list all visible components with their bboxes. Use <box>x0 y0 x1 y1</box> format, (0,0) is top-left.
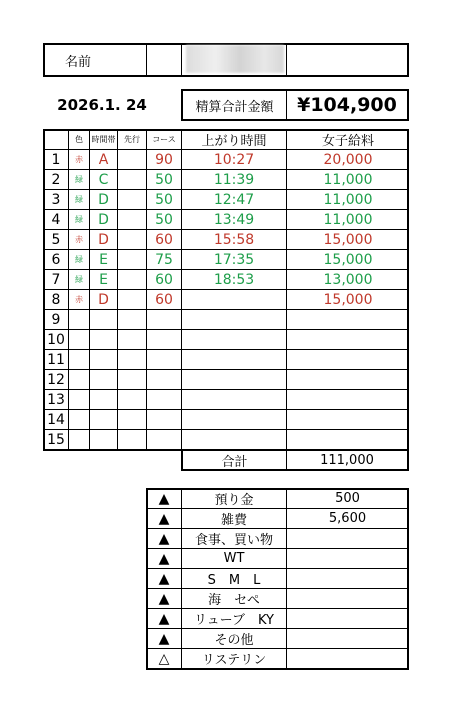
deduction-mark: ▲ <box>158 590 170 607</box>
time-type-cell <box>90 330 117 349</box>
time-type-cell <box>90 350 117 369</box>
course-cell <box>147 430 181 449</box>
course-cell: 60 <box>155 231 173 248</box>
course-cell <box>147 370 181 389</box>
pay-cell <box>287 370 409 389</box>
time-type-cell: E <box>99 251 108 268</box>
color-cell <box>69 430 89 449</box>
deduction-value <box>287 529 408 548</box>
time-type-cell: E <box>99 271 108 288</box>
advance-cell <box>118 290 146 309</box>
color-cell: 緑 <box>75 195 83 204</box>
total-label: 精算合計金額 <box>195 99 274 115</box>
row-number: 9 <box>51 311 61 328</box>
course-cell: 50 <box>155 171 173 188</box>
row-number: 12 <box>47 371 65 388</box>
deduction-label: 食事、買い物 <box>194 533 273 548</box>
finish-time-cell <box>182 350 286 369</box>
deduction-value: 5,600 <box>328 511 367 526</box>
finish-time-cell <box>182 430 286 449</box>
color-cell: 緑 <box>75 215 83 224</box>
time-type-cell: D <box>98 191 109 208</box>
deduction-label: 雑費 <box>220 513 247 528</box>
course-cell: 60 <box>155 291 173 308</box>
deduction-label: リステリン <box>201 653 267 668</box>
finish-time-cell: 15:58 <box>213 231 255 248</box>
deduction-mark: ▲ <box>158 490 170 507</box>
course-cell <box>147 330 181 349</box>
course-cell <box>147 410 181 429</box>
row-number: 15 <box>47 431 65 448</box>
deduction-value <box>287 629 408 648</box>
header-advance: 先行 <box>124 135 140 144</box>
row-number: 5 <box>51 231 61 248</box>
pay-cell <box>287 430 409 449</box>
color-cell <box>69 310 89 329</box>
deduction-label: WT <box>223 551 245 566</box>
time-type-cell: A <box>98 151 109 168</box>
deduction-label: 預り金 <box>214 493 254 508</box>
advance-cell <box>118 270 146 289</box>
row-number: 6 <box>51 251 61 268</box>
finish-time-cell <box>182 390 286 409</box>
sum-value: 111,000 <box>320 452 374 468</box>
row-number: 7 <box>51 271 61 288</box>
pay-cell: 15,000 <box>323 251 373 268</box>
deduction-value <box>287 549 408 568</box>
pay-cell: 20,000 <box>323 151 373 168</box>
pay-cell <box>287 390 409 409</box>
advance-cell <box>118 210 146 229</box>
advance-cell <box>118 150 146 169</box>
time-type-cell <box>90 310 117 329</box>
advance-cell <box>118 410 146 429</box>
finish-time-cell: 13:49 <box>213 211 255 228</box>
time-type-cell <box>90 430 117 449</box>
deduction-mark: ▲ <box>158 610 170 627</box>
color-cell <box>69 370 89 389</box>
pay-cell: 13,000 <box>323 271 373 288</box>
deduction-mark: ▲ <box>158 630 170 647</box>
course-cell: 50 <box>155 211 173 228</box>
pay-cell: 11,000 <box>323 211 373 228</box>
deduction-mark: ▲ <box>158 510 170 527</box>
advance-cell <box>118 250 146 269</box>
finish-time-cell <box>182 370 286 389</box>
pay-cell <box>287 330 409 349</box>
row-number: 11 <box>47 351 65 368</box>
deduction-mark: ▲ <box>158 530 170 547</box>
color-cell: 緑 <box>75 275 83 284</box>
deduction-value <box>287 609 408 628</box>
pay-cell: 11,000 <box>323 171 373 188</box>
course-cell: 90 <box>155 151 173 168</box>
time-type-cell: D <box>98 231 109 248</box>
row-number: 10 <box>47 331 65 348</box>
time-type-cell: C <box>98 171 109 188</box>
finish-time-cell: 18:53 <box>213 271 255 288</box>
time-type-cell: D <box>98 291 109 308</box>
color-cell <box>69 390 89 409</box>
color-cell: 赤 <box>75 235 83 244</box>
deduction-label: S M L <box>207 573 261 588</box>
color-cell: 赤 <box>75 155 83 164</box>
deduction-mark: ▲ <box>158 550 170 567</box>
header-course: コース <box>152 135 176 144</box>
deduction-mark: △ <box>158 650 170 667</box>
pay-cell <box>287 310 409 329</box>
color-cell <box>69 410 89 429</box>
advance-cell <box>118 230 146 249</box>
finish-time-cell: 12:47 <box>213 191 255 208</box>
advance-cell <box>118 370 146 389</box>
header-pay: 女子給料 <box>321 134 374 149</box>
color-cell <box>69 330 89 349</box>
time-type-cell <box>90 410 117 429</box>
color-cell <box>69 350 89 369</box>
pay-cell: 15,000 <box>323 231 373 248</box>
header-time-type: 時間帯 <box>91 135 116 144</box>
row-number: 13 <box>47 391 65 408</box>
advance-cell <box>118 350 146 369</box>
color-cell: 緑 <box>75 175 83 184</box>
name-label: 名前 <box>65 54 92 70</box>
row-number: 3 <box>51 191 61 208</box>
deduction-label: その他 <box>214 633 254 648</box>
advance-cell <box>118 390 146 409</box>
time-type-cell: D <box>98 211 109 228</box>
course-cell <box>147 350 181 369</box>
header-color: 色 <box>75 135 83 144</box>
advance-cell <box>118 330 146 349</box>
course-cell <box>147 390 181 409</box>
course-cell: 60 <box>155 271 173 288</box>
header-index <box>44 130 68 149</box>
pay-cell <box>287 350 409 369</box>
header-finish-time: 上がり時間 <box>201 134 267 149</box>
row-number: 1 <box>51 151 61 168</box>
pay-cell: 11,000 <box>323 191 373 208</box>
deduction-label: 海 セペ <box>208 593 260 608</box>
deduction-value <box>287 569 408 588</box>
row-number: 4 <box>51 211 61 228</box>
deduction-value: 500 <box>335 491 360 506</box>
time-type-cell <box>90 390 117 409</box>
name-value-redacted <box>186 45 284 73</box>
row-number: 14 <box>47 411 65 428</box>
course-cell: 50 <box>155 191 173 208</box>
advance-cell <box>118 190 146 209</box>
row-number: 2 <box>51 171 61 188</box>
finish-time-cell <box>182 310 286 329</box>
course-cell: 75 <box>155 251 173 268</box>
pay-cell: 15,000 <box>323 291 373 308</box>
deduction-label: リューブ KY <box>194 613 274 628</box>
pay-cell <box>287 410 409 429</box>
deduction-value <box>287 649 408 668</box>
finish-time-cell: 11:39 <box>213 171 255 188</box>
time-type-cell <box>90 370 117 389</box>
finish-time-cell: 10:27 <box>213 151 255 168</box>
deduction-mark: ▲ <box>158 570 170 587</box>
sum-label: 合計 <box>221 454 248 469</box>
date-text: 2026.1. 24 <box>57 96 147 114</box>
color-cell: 緑 <box>75 255 83 264</box>
advance-cell <box>118 170 146 189</box>
total-amount: ¥104,900 <box>297 94 397 116</box>
row-number: 8 <box>51 291 61 308</box>
advance-cell <box>118 430 146 449</box>
color-cell: 赤 <box>75 295 83 304</box>
finish-time-cell <box>182 410 286 429</box>
advance-cell <box>118 310 146 329</box>
deduction-value <box>287 589 408 608</box>
finish-time-cell <box>182 290 286 309</box>
finish-time-cell: 17:35 <box>213 251 255 268</box>
finish-time-cell <box>182 330 286 349</box>
course-cell <box>147 310 181 329</box>
